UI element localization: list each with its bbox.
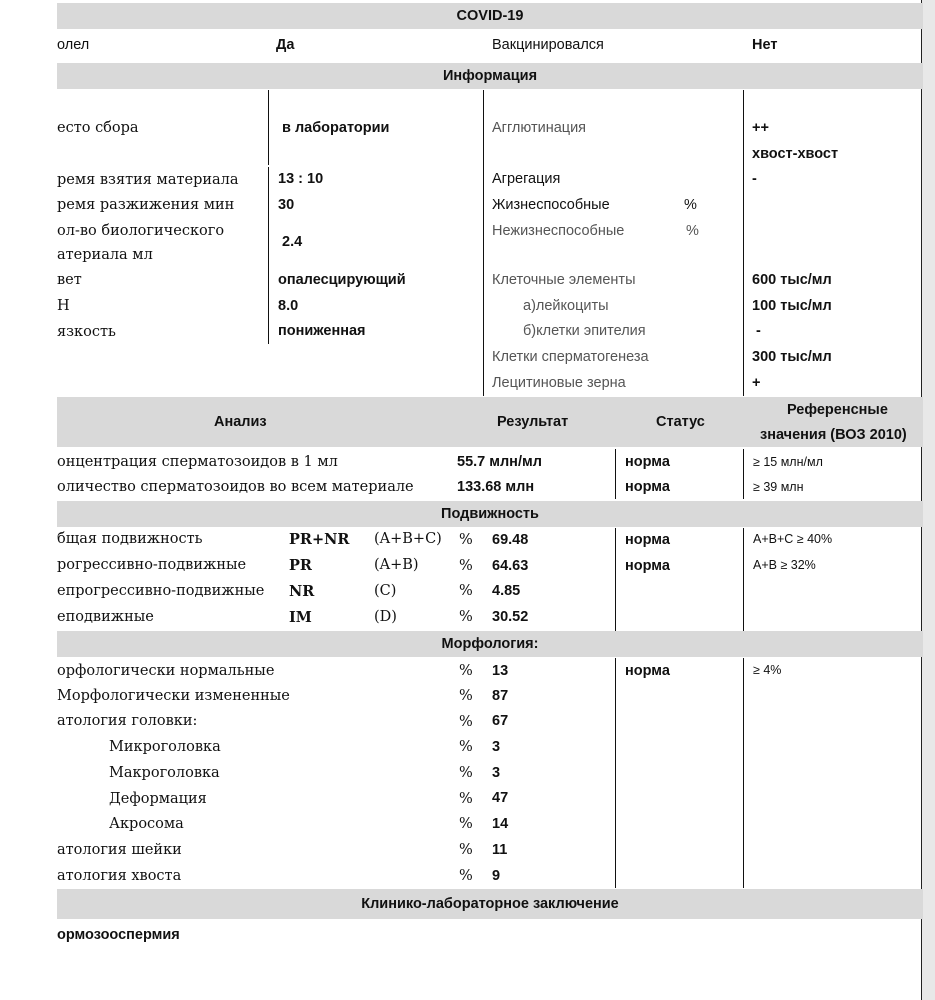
morphology-label: Морфологически измененные (57, 688, 290, 704)
motility-formula: (A+B+C) (374, 531, 442, 547)
morphology-title: Морфология: (441, 636, 539, 652)
motility-unit: % (459, 609, 473, 625)
info-right-value: - (756, 323, 761, 339)
morphology-unit: % (459, 714, 473, 730)
motility-label: епрогрессивно-подвижные (57, 583, 265, 599)
count-label: оличество сперматозоидов во всем материале (57, 479, 414, 495)
info-right-label: Нежизнеспособные (492, 223, 625, 239)
info-right-value: 100 тыс/мл (752, 298, 832, 314)
col-status: Статус (656, 414, 705, 430)
morphology-unit: % (459, 663, 473, 679)
motility-code: IM (289, 609, 312, 626)
info-right-value: 300 тыс/мл (752, 349, 832, 365)
motility-code: NR (289, 583, 315, 600)
info-left-value: 2.4 (282, 234, 303, 250)
info-title: Информация (442, 68, 538, 84)
morphology-value: 14 (492, 816, 509, 832)
motility-value: 69.48 (492, 532, 529, 548)
info-header-bar (57, 63, 923, 89)
covid-header-bar (57, 3, 923, 29)
info-right-label: Агрегация (492, 171, 561, 187)
motility-label: еподвижные (57, 609, 154, 625)
motility-formula: (A+B) (374, 557, 419, 573)
motility-value: 64.63 (492, 558, 529, 574)
page-edge (922, 0, 935, 1000)
reference-divider (743, 449, 744, 499)
morphology-unit: % (459, 791, 473, 807)
info-left-label: есто сбора (57, 120, 139, 136)
covid-vaccinated-label: Вакцинировался (492, 37, 604, 53)
info-right-label: б)клетки эпителия (523, 323, 646, 339)
morphology-value: 3 (492, 739, 501, 755)
reference-divider (743, 658, 744, 888)
status-divider (615, 449, 616, 499)
motility-formula: (C) (374, 583, 397, 599)
info-left-value: 30 (278, 197, 295, 213)
info-left-label: язкость (57, 324, 116, 340)
morphology-unit: % (459, 842, 473, 858)
morphology-sublabel: Деформация (109, 791, 207, 807)
status-divider (615, 528, 616, 631)
concentration-result: 55.7 млн/мл (457, 454, 542, 470)
info-left-label: ол-во биологического (57, 223, 225, 239)
info-right-unit: % (686, 223, 699, 239)
motility-label: рогрессивно-подвижные (57, 557, 247, 573)
count-status: норма (625, 479, 670, 495)
info-right-label: а)лейкоциты (523, 298, 609, 314)
status-divider (615, 658, 616, 888)
conclusion-header-bar (57, 889, 923, 919)
morphology-label: атология хвоста (57, 868, 182, 884)
reference-divider (743, 528, 744, 631)
info-right-value: ++ (752, 120, 769, 136)
motility-header-bar (57, 501, 923, 527)
covid-sick-label: олел (57, 37, 90, 53)
morphology-value: 87 (492, 688, 509, 704)
info-left-value: в лаборатории (282, 120, 390, 136)
morphology-unit: % (459, 765, 473, 781)
conclusion-text: ормозооспермия (57, 927, 180, 943)
motility-status: норма (625, 558, 670, 574)
morphology-unit: % (459, 816, 473, 832)
count-result: 133.68 млн (457, 479, 535, 495)
covid-sick-value: Да (276, 37, 295, 53)
motility-title: Подвижность (441, 506, 539, 522)
page-edge-line (921, 0, 922, 1000)
morphology-label: атология головки: (57, 713, 198, 729)
col-reference-line2: значения (ВОЗ 2010) (760, 427, 907, 443)
col-result: Результат (497, 414, 569, 430)
info-right-label: Клеточные элементы (492, 272, 636, 288)
motility-value: 4.85 (492, 583, 521, 599)
morphology-unit: % (459, 739, 473, 755)
motility-code: PR+NR (289, 531, 350, 548)
motility-formula: (D) (374, 609, 397, 625)
motility-code: PR (289, 557, 312, 574)
morphology-unit: % (459, 688, 473, 704)
morphology-value: 13 (492, 663, 509, 679)
morphology-status: норма (625, 663, 670, 679)
info-left-label: ремя разжижения мин (57, 197, 235, 213)
morphology-unit: % (459, 868, 473, 884)
conclusion-title: Клинико-лабораторное заключение (361, 896, 619, 912)
info-divider (743, 90, 744, 396)
info-left-value: 8.0 (278, 298, 299, 314)
info-left-value: пониженная (278, 323, 366, 339)
morphology-value: 9 (492, 868, 501, 884)
info-divider (268, 90, 269, 165)
info-left-label-line2: атериала мл (57, 247, 153, 263)
info-right-value: - (752, 171, 757, 187)
info-right-label: Жизнеспособные (492, 197, 610, 213)
morphology-value: 47 (492, 790, 509, 806)
info-right-value: + (752, 375, 761, 391)
info-divider (268, 167, 269, 344)
morphology-sublabel: Макроголовка (109, 765, 220, 781)
info-right-label: Клетки сперматогенеза (492, 349, 649, 365)
morphology-header-bar (57, 631, 923, 657)
motility-reference: A+B+C ≥ 40% (753, 532, 833, 546)
count-reference: ≥ 39 млн (753, 480, 804, 494)
morphology-label: орфологически нормальные (57, 663, 275, 679)
morphology-label: атология шейки (57, 842, 182, 858)
info-left-label: вет (57, 272, 82, 288)
concentration-label: онцентрация сперматозоидов в 1 мл (57, 454, 338, 470)
covid-vaccinated-value: Нет (752, 37, 778, 53)
info-left-value: опалесцирующий (278, 272, 406, 288)
concentration-status: норма (625, 454, 670, 470)
info-right-value-line2: хвост-хвост (752, 146, 839, 162)
motility-reference: A+B ≥ 32% (753, 558, 816, 572)
morphology-sublabel: Микроголовка (109, 739, 221, 755)
info-left-value: 13 : 10 (278, 171, 324, 187)
info-left-label: Н (57, 298, 70, 314)
motility-label: бщая подвижность (57, 531, 203, 547)
morphology-value: 11 (492, 842, 508, 858)
morphology-value: 67 (492, 713, 509, 729)
morphology-value: 3 (492, 765, 501, 781)
morphology-reference: ≥ 4% (753, 663, 782, 677)
motility-unit: % (459, 558, 473, 574)
motility-value: 30.52 (492, 609, 529, 625)
info-right-label: Лецитиновые зерна (492, 375, 626, 391)
motility-status: норма (625, 532, 670, 548)
motility-unit: % (459, 583, 473, 599)
info-right-value: 600 тыс/мл (752, 272, 832, 288)
concentration-reference: ≥ 15 млн/мл (753, 455, 823, 469)
morphology-sublabel: Акросома (109, 816, 184, 832)
info-left-label: ремя взятия материала (57, 172, 239, 188)
col-reference-line1: Референсные (787, 402, 888, 418)
info-right-unit: % (684, 197, 697, 213)
info-divider (483, 90, 484, 396)
col-analysis: Анализ (214, 414, 267, 430)
covid-title: COVID-19 (456, 8, 524, 24)
motility-unit: % (459, 532, 473, 548)
info-right-label: Агглютинация (492, 120, 587, 136)
